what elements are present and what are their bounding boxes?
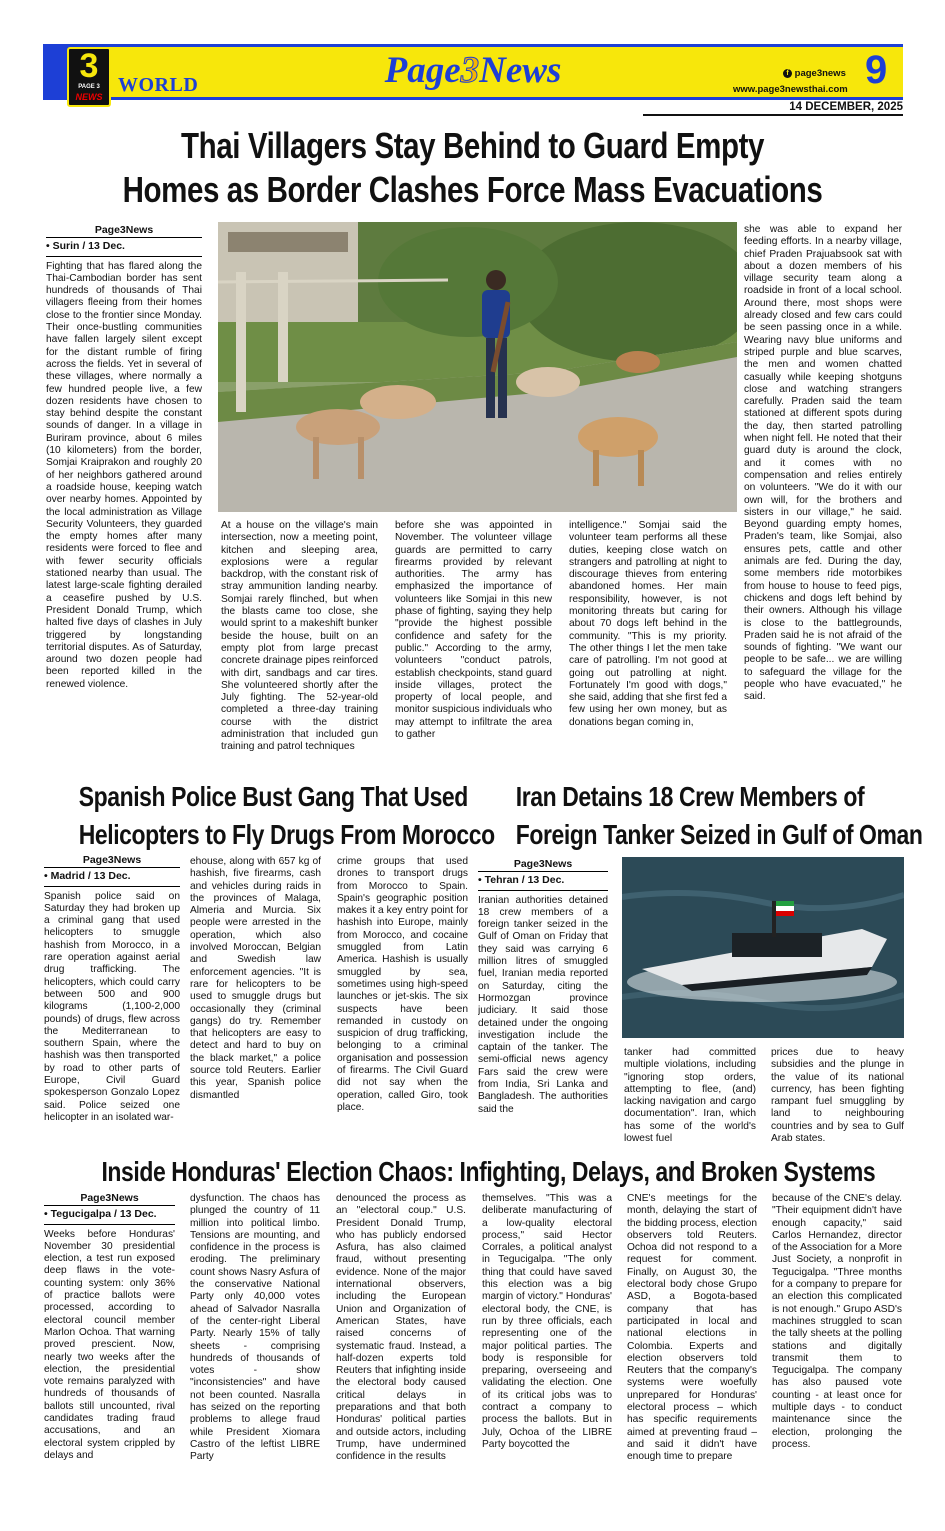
page-number: 9	[865, 48, 888, 92]
story3-dateline: • Tehran / 13 Dec.	[478, 872, 608, 890]
story1-text-col1: Fighting that has flared along the Thai-Cambodian border has sent hundreds of thousands of Thai villagers fleeing from their homes close to the frontier since Monday. Their once-bustling communities have fallen largely silent except for the distant rumble of firing across the fields. Yet in several of these villages, where normally a few hundred people live, a few dozen residents have chosen to stay behind despite the constant sounds of danger. In a village in Buriram province, about 6 miles (10 kilometers) from the border, Somjai Kraiprakon and roughly 20 of her neighbors gathered around a roadside house, keeping watch over nearby homes. Appointed by the local administration as Village Security Volunteers, they guarded the empty homes after many residents were forced to flee and with fewer security officials stationed nearby than usual. The latest large-scale fighting derailed a ceasefire pushed by U.S. President Donald Trump, which halted five days of clashes in July triggered by longstanding territorial disputes. As of Saturday, around two dozen people had been reported killed in the renewed violence.	[46, 260, 202, 690]
logo-small-text: PAGE 3	[78, 84, 100, 90]
story4-text-col3: denounced the process as an "electoral coup." U.S. President Donald Trump, who has publicly endorsed Asfura, has also claimed fraud, without presenting evidence. None of the major international observers, including the European Union and Organization of American States, have raised concerns of systematic fraud. Instead, a half-dozen experts told Reuters that infighting inside the electoral body caused critical delays in preparations and that both Honduras' political parties and outside actors, including Trump, have undermined confidence in the results	[336, 1193, 466, 1463]
logo-number: 3	[79, 47, 99, 85]
story1-column-1	[46, 224, 202, 766]
story2-column-1	[44, 854, 180, 1150]
story3-source: Page3News	[478, 858, 608, 872]
story4-text-col6: because of the CNE's delay. "Their equipment didn't have enough capacity," said Carlos Hernandez, director of the Association for a More Just Society, a nonprofit in Tegucigalpa. "Three months for a company to prepare for an election this complicated is not enough." Grupo ASD's machines struggled to scan the tally sheets at the polling stations and digitally transmit them to Tegucigalpa. The company has also paused vote counting - at least once for multiple days - to conduct maintenance since the election, prolonging the process.	[772, 1193, 902, 1450]
masthead	[43, 44, 903, 116]
story3-photo-speedboat	[622, 857, 904, 1038]
story1-dateline: • Surin / 13 Dec.	[46, 238, 202, 256]
story1-column-4	[569, 520, 727, 770]
title-news: News	[479, 50, 562, 91]
story1-source: Page3News	[46, 224, 202, 238]
website-url: www.page3newsthai.com	[733, 84, 848, 95]
story4-text-col5: CNE's meetings for the month, delaying the start of the bidding process, election observers told Reuters. Ochoa did not respond to a request for comment. Finally, on August 30, the electoral body chose Grupo ASD, a Bogota-based company that has participated in local and national elections in Colombia. Experts and election observers told Reuters that the company's systems were woefully unprepared for Honduras' electoral process – which has specific requirements aimed at preventing fraud – and said it didn't have enough time to prepare	[627, 1193, 757, 1463]
story1-headline-line1: Thai Villagers Stay Behind to Guard Empty	[180, 125, 765, 166]
story4-column-5	[627, 1193, 757, 1496]
story4-text-col1: Weeks before Honduras' November 30 presidential election, a test run exposed deep flaws in the vote-counting system: only 36% of practice ballots were processed, according to electoral council member Marlon Ochoa. That warning proved prescient. Now, nearly two weeks after the election, the presidential vote remains paralyzed with hundreds of thousands of ballots still uncounted, rival candidates trading fraud accusations, and an electoral system crippled by delays and	[44, 1228, 175, 1461]
story2-text-col2: ehouse, along with 657 kg of hashish, five firearms, cash and vehicles during raids in the provinces of Malaga, Almeria and Murcia. Six people were arrested in the operation, which also involved Moroccan, Belgian and Swedish law enforcement agencies. "It is rare for helicopters to be used to smuggle drugs but occasionally they (criminal gangs) do try. Remember that helicopters are easy to detect and hard to buy on the black market," a police source told Reuters. Earlier this year, Spanish police dismantled	[190, 856, 321, 1101]
story1-column-3	[395, 520, 552, 770]
story4-byline	[44, 1192, 175, 1225]
story2-byline	[44, 854, 180, 887]
masthead-title	[373, 50, 573, 92]
story1-text-col5: she was able to expand her feeding efforts. In a nearby village, chief Praden Prajuabsook sat with about a dozen members of his village security team along a roadside in front of a local school. Around there, most shops were already closed and few cars could be seen passing once in a while. Wearing navy blue uniforms and striped purple and blue scarves, the men and women chatted casually while keeping shotguns close and watching strangers carefully. Praden said the team stationed at different spots during the day, then started patrolling when night fell. He noted that their guard duty is around the clock, and it comes with no compensation and relies entirely on volunteers. "We do it with our own will, for the brothers and sisters in our village," he said. Beyond guarding empty homes, Praden's team, like Somjai, also ensures pets, cattle and other animals are fed. During the day, some members ride motorbikes from house to house to feed pigs, chickens and dogs left behind by their owners. Although his village is close to the battlegrounds, Praden said he is not afraid of the sounds of fighting. "We want our people to be safe... we are willing to safeguard the village for the people who have evacuated," he said.	[744, 224, 902, 703]
story2-headline-line2: Helicopters to Fly Drugs From Morocco	[78, 819, 495, 850]
story2-dateline: • Madrid / 13 Dec.	[44, 868, 180, 886]
story3-headline	[478, 778, 923, 854]
boat-illustration	[622, 857, 904, 1038]
story4-column-3	[336, 1193, 466, 1496]
story2-source: Page3News	[44, 854, 180, 868]
story4-column-6	[772, 1193, 902, 1496]
story4-source: Page3News	[44, 1192, 175, 1206]
story3-text-col3: prices due to heavy subsidies and the plunge in the value of its national currency, has been fighting rampant fuel smuggling by land to neighbouring countries and by sea to Gulf Arab states.	[771, 1047, 904, 1145]
story1-column-5	[744, 224, 902, 766]
story1-headline	[20, 124, 925, 212]
story1-photo-villager-feeding-dogs	[218, 222, 737, 512]
story3-byline	[478, 858, 608, 891]
story3-headline-line2: Foreign Tanker Seized in Gulf of Oman	[515, 819, 923, 850]
section-label: WORLD	[118, 74, 199, 96]
title-three: 3	[460, 50, 480, 91]
story4-text-col4: themselves. "This was a deliberate manufacturing of a low-quality electoral process," said Hector Corrales, a political analyst in Tegucigalpa. "The only thing that could have saved this election was a big margin of victory." Honduras' electoral body, the CNE, is run by three officials, each representing one of the major political parties. The body is responsible for preparing, overseeing and validating the election. One of its critical jobs was to contract a company to process the ballots. But in July, Ochoa of the LIBRE Party boycotted the	[482, 1193, 612, 1450]
story1-text-col2: At a house on the village's main intersection, now a meeting point, kitchen and sleeping area, explosions were a regular backdrop, with the constant risk of stray ammunition landing nearby. Somjai rarely flinched, but when the blasts came too close, she would sprint to a makeshift bunker beside the house, built on an empty plot from large precast concrete drainage pipes reinforced with dirt, sandbags and car tires. She volunteered shortly after the July fighting. The 52-year-old completed a three-day training course with the district administration that included gun training and patrol techniques	[221, 520, 378, 753]
issue-date: 14 DECEMBER, 2025	[643, 100, 903, 116]
photo-illustration	[218, 222, 737, 512]
story2-headline-line1: Spanish Police Bust Gang That Used	[78, 781, 468, 812]
logo-news-text: NEWS	[75, 92, 103, 102]
social-handle-text: page3news	[794, 68, 846, 79]
story4-text-col2: dysfunction. The chaos has plunged the country of 11 million into political limbo. Tensions are mounting, and confidence in the process is eroding. The preliminary count shows Nasry Asfura of the conservative National Party only 40,000 votes ahead of Salvador Nasralla of the center-right Liberal Party. Nearly 15% of tally sheets - comprising hundreds of thousands of votes - show "inconsistencies" and have not been counted. Nasralla has seized on the reporting problems to allege fraud while President Xiomara Castro of the leftist LIBRE Party	[190, 1193, 320, 1463]
story3-column-1	[478, 858, 608, 1154]
story1-text-col3: before she was appointed in November. The volunteer village guards are permitted to carry firearms provided by relevant authorities. The army has emphasized the importance of volunteers like Somjai in this new phase of fighting, saying they help "provide the highest possible confidence and safety for the public." According to the army, volunteers "conduct patrols, establish checkpoints, stand guard inside villages, protect the property of local people, and monitor suspicious individuals who may attempt to infiltrate the area to gather	[395, 520, 552, 741]
facebook-icon: f	[783, 69, 792, 78]
story2-text-col3: crime groups that used drones to transport drugs from Morocco to Spain. Spain's geographic position makes it a key entry point for hashish into Europe, mainly from Morocco, and cocaine smuggled from Latin America. Hashish is usually smuggled by sea, sometimes using high-speed launches or jet-skis. The six suspects have been remanded in custody on suspicion of drug trafficking, belonging to a criminal organisation and possession of firearms. The Civil Guard did not say when the operation, called Giro, took place.	[337, 856, 468, 1113]
title-page: Page	[384, 50, 461, 91]
story4-headline-text: Inside Honduras' Election Chaos: Infighting, Delays, and Broken Systems	[101, 1156, 876, 1187]
page3-logo	[67, 47, 111, 107]
story4-headline	[20, 1153, 925, 1191]
story3-column-3	[771, 1047, 904, 1151]
story2-column-3	[337, 856, 468, 1150]
story3-headline-line1: Iran Detains 18 Crew Members of	[515, 781, 865, 812]
story1-headline-line2: Homes as Border Clashes Force Mass Evacuations	[122, 169, 823, 210]
story1-text-col4: intelligence." Somjai said the volunteer team performs all these duties, keeping close watch on strangers and patrolling at night to discourage thieves from entering abandoned homes. Her main responsibility, however, is not monitoring threats but caring for about 70 dogs left behind in the community. "This is my priority. The other things I let the men take care of patrolling. I'm not good at going out patrolling at night. Fortunately I'm good with dogs," she said, adding that she first fed a few using her own money, but as donations began coming in,	[569, 520, 727, 728]
story2-text-col1: Spanish police said on Saturday they had broken up a criminal gang that used helicopters to smuggle hashish from Morocco, in a rare operation against aerial drug trafficking. The helicopters, which could carry between 500 and 900 kilograms (1,100-2,000 pounds) of drugs, flew across the Mediterranean to southern Spain, where the hashish was then transported by road to other parts of Europe, Civil Guard spokesperson Gonzalo Lopez said. Police seized one helicopter in an isolated war-	[44, 890, 180, 1123]
story1-column-2	[221, 520, 378, 770]
story4-column-4	[482, 1193, 612, 1496]
story4-dateline: • Tegucigalpa / 13 Dec.	[44, 1206, 175, 1224]
story2-headline	[40, 778, 495, 854]
story1-byline	[46, 224, 202, 257]
story4-column-2	[190, 1193, 320, 1496]
story3-text-col2: tanker had committed multiple violations, including "ignoring stop orders, attempting to flee, (and) lacking navigation and cargo documentation". Iran, which has some of the world's lowest fuel	[624, 1047, 756, 1145]
social-handle	[783, 68, 846, 79]
story2-column-2	[190, 856, 321, 1150]
story4-column-1	[44, 1192, 175, 1496]
story3-text-col1: Iranian authorities detained 18 crew members of a foreign tanker seized in the Gulf of Oman on Friday that they said was carrying 6 million litres of smuggled fuel, Iranian media reported on Saturday, citing the Hormozgan province judiciary. It said those detained under the ongoing investigation include the captain of the tanker. The semi-official news agency Fars said the crew were from India, Sri Lanka and Bangladesh. The authorities said the	[478, 894, 608, 1115]
story3-column-2	[624, 1047, 756, 1151]
